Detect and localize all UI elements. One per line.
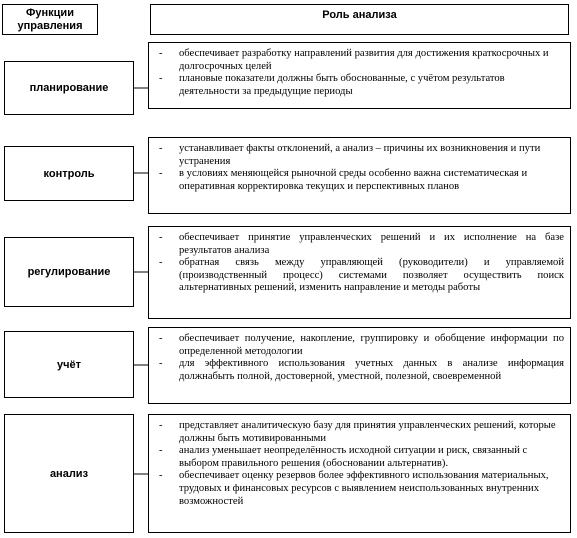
- function-label-analysis: анализ: [49, 467, 89, 480]
- role-box-analysis: [148, 414, 571, 533]
- function-box-control: [4, 146, 134, 201]
- role-item: - для эффективного использования учетных данных в анализе информация должнабыть полной, достоверной, уместной, полезной, своевременной: [155, 358, 564, 383]
- role-box-planning: [148, 42, 571, 109]
- role-box-accounting: [148, 327, 571, 404]
- function-label-control: контроль: [43, 167, 95, 180]
- header-role: [150, 4, 569, 35]
- header-role-text: Роль анализа: [322, 9, 397, 21]
- role-item: - обеспечивает оценку резервов более эффективного использования материальных, трудовых и финансовых ресурсов с выявлением неиспользованных внутренних возможностей: [155, 470, 564, 508]
- role-box-control: [148, 137, 571, 214]
- role-item: - устанавливает факты отклонений, а анализ – причины их возникновения и пути устранения: [155, 143, 564, 168]
- function-box-accounting: [4, 331, 134, 398]
- role-item: - обеспечивает разработку направлений развития для достижения краткосрочных и долгосрочных целей: [155, 48, 564, 73]
- role-box-regulation: [148, 226, 571, 319]
- role-item: - обеспечивает принятие управленческих решений и их исполнение на базе результатов анализа: [155, 232, 564, 257]
- role-item: - в условиях меняющейся рыночной среды особенно важна систематическая и оперативная корректировка текущих и перспективных планов: [155, 168, 564, 193]
- role-item: - обеспечивает получение, накопление, группировку и обобщение информации по определенной методологии: [155, 333, 564, 358]
- function-box-analysis: [4, 414, 134, 533]
- header-functions: [2, 4, 98, 35]
- function-label-planning: планирование: [29, 82, 109, 94]
- role-item: - анализ уменьшает неопределённость исходной ситуации и риск, связанный с выбором правильного решения (обосновании альтернатив).: [155, 445, 564, 470]
- function-box-planning: [4, 61, 134, 115]
- role-item: - обратная связь между управляющей (руководители) и управляемой (производственный процесс) системами позволяет осуществить поиск альтернативных решений, изменить направление и методы работы: [155, 257, 564, 295]
- header-functions-text: Функции управления: [17, 6, 83, 32]
- role-item: - плановые показатели должны быть обоснованные, с учётом результатов деятельности за предыдущие периоды: [155, 73, 564, 98]
- function-label-regulation: регулирование: [27, 266, 111, 278]
- function-box-regulation: [4, 237, 134, 307]
- function-label-accounting: учёт: [56, 358, 81, 371]
- role-item: - представляет аналитическую базу для принятия управленческих решений, которые должны быть мотивированными: [155, 420, 564, 445]
